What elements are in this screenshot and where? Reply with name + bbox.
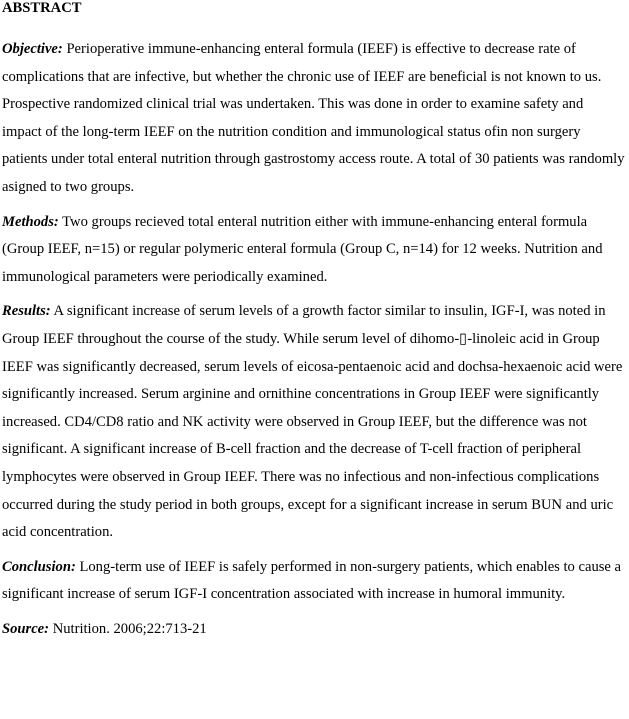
results-label: Results: — [2, 303, 51, 320]
conclusion-paragraph — [2, 554, 625, 609]
conclusion-text: Long-term use of IEEF is safely performed in non-surgery patients, which enables to cause a significant increase of serum IGF-I concentration associated with increase in humoral immunity. — [2, 558, 622, 603]
methods-paragraph — [2, 209, 625, 292]
objective-label: Objective: — [2, 41, 63, 57]
conclusion-label: Conclusion: — [2, 558, 76, 575]
methods-label: Methods: — [2, 213, 59, 230]
source-label: Source: — [2, 620, 50, 637]
methods-text: Two groups recieved total enteral nutrition either with immune-enhancing enteral formula (Group IEEF, n=15) or regular polymeric enteral formula (Group C, n=14) for 12 weeks. Nutrition and immunological parameters were periodically examined. — [2, 213, 603, 285]
source-paragraph — [2, 616, 625, 644]
objective-paragraph — [2, 36, 625, 202]
results-paragraph — [2, 298, 625, 546]
objective-text: Perioperative immune-enhancing enteral formula (IEEF) is effective to decrease rate of complications that are infective, but whether the chronic use of IEEF are beneficial is not known to us. Prospective randomized clinical trial was undertaken. This was done in order to examine safety and impact of the long-term IEEF on the nutrition condition and immunological status ofin non surgery patients under total enteral nutrition through gastrostomy access route. A total of 30 patients was randomly asigned to two groups. — [2, 41, 625, 195]
source-text: Nutrition. 2006;22:713-21 — [52, 620, 207, 637]
abstract-heading: ABSTRACT — [2, 0, 82, 16]
results-text: A significant increase of serum levels of a growth factor similar to insulin, IGF-I, was noted in Group IEEF throughout the course of the study. While serum level of dihomo-▯-linoleic acid in Group IEEF was significantly decreased, serum levels of eicosa-pentaenoic acid and dochsa-hexaenoic acid were significantly increased. Serum arginine and ornithine concentrations in Group IEEF were significantly increased. CD4/CD8 ratio and NK activity were observed in Group IEEF, but the difference was not significant. A significant increase of B-cell fraction and the decrease of T-cell fraction of peripheral lymphocytes were observed in Group IEEF. There was no infectious and non-infectious complications occurred during the study period in both groups, except for a significant increase in serum BUN and uric acid concentration. — [2, 303, 623, 541]
